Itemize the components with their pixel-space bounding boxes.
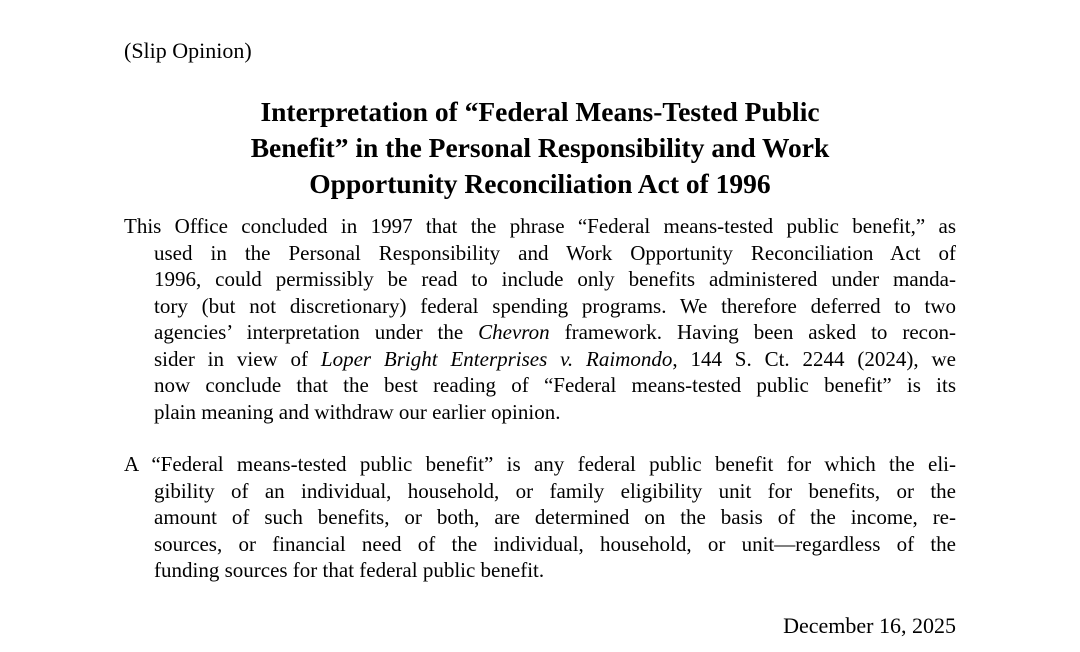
paragraph-line: funding sources for that federal public benefit.: [154, 558, 545, 582]
line-text: sider in view of: [154, 346, 321, 371]
title-line: Benefit” in the Personal Responsibility and Work: [250, 132, 830, 163]
slip-opinion-label: (Slip Opinion): [124, 38, 252, 63]
paragraph-line: amount of such benefits, or both, are determined on the basis of the income, re-: [154, 505, 956, 529]
line-text: framework. Having been asked to recon-: [549, 320, 956, 344]
paragraph-line: plain meaning and withdraw our earlier opinion.: [154, 399, 561, 424]
title-line: Interpretation of “Federal Means-Tested Public: [260, 96, 820, 127]
paragraph-line: tory (but not discretionary) federal spending programs. We therefore deferred to two: [154, 293, 956, 318]
summary-paragraph-1: [124, 213, 956, 425]
paragraph-line: [124, 319, 956, 346]
paragraph-line: now conclude that the best reading of “Federal means-tested public benefit” is its: [154, 373, 956, 397]
case-name-chevron: Chevron: [478, 320, 550, 344]
paragraph-line: [124, 346, 956, 373]
line-text: agencies’ interpretation under the: [154, 320, 479, 344]
paragraph-line: gibility of an individual, household, or family eligibility unit for benefits, or the: [154, 478, 956, 503]
paragraph-line: This Office concluded in 1997 that the phrase “Federal means-tested public benefit,” as: [124, 214, 956, 238]
line-text: , 144 S. Ct. 2244 (2024), we: [672, 346, 956, 371]
paragraph-line: sources, or financial need of the individual, household, or unit—regardless of the: [154, 531, 956, 556]
opinion-date: December 16, 2025: [783, 613, 956, 638]
title-line: Opportunity Reconciliation Act of 1996: [309, 168, 771, 199]
paragraph-line: 1996, could permissibly be read to include only benefits administered under manda-: [154, 267, 956, 291]
opinion-title: [124, 94, 956, 202]
paragraph-line: used in the Personal Responsibility and Work Opportunity Reconciliation Act of: [154, 240, 956, 265]
case-name-loper-bright: Loper Bright Enterprises v. Raimondo: [320, 346, 673, 371]
paragraph-line: A “Federal means-tested public benefit” is any federal public benefit for which the eli-: [124, 452, 956, 476]
summary-paragraph-2: [124, 451, 956, 584]
